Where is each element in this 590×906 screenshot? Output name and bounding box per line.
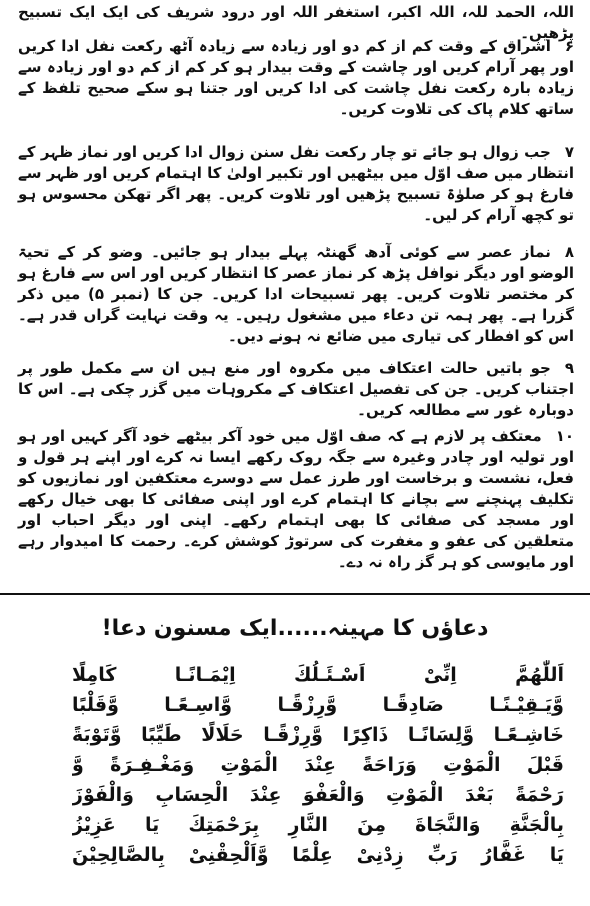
- dua-line: خَاشِـعًـا وَّلِسَانًـا ذَاكِرًا وَّرِزْقًـا حَلَالًا طَیِّبًا وَّتَوْبَةً: [72, 724, 564, 746]
- paragraph-9: [18, 358, 574, 421]
- item-number: ۸: [564, 243, 574, 261]
- item-text: جب زوال ہو جائے تو چار رکعت نفل سنن زوال ادا کریں اور نماز ظہر کے انتظار میں صف اوّل میں بیٹھیں اور تکبیر اولیٰ کا اہتمام کریں اور ظہر سے فارغ ہو کر صلوٰۃ تسبیح پڑھیں اور تلاوت کریں۔ پھر اگر تھکن محسوس ہو تو کچھ آرام کر لیں۔: [18, 143, 574, 224]
- item-number: ۹: [564, 359, 574, 377]
- paragraph-6: [18, 36, 574, 120]
- item-text: نماز عصر سے کوئی آدھ گھنٹہ پہلے بیدار ہو جائیں۔ وضو کر کے تحیۃ الوضو اور دیگر نوافل پڑھ کر نماز عصر کا انتظار کریں اور اس سے فارغ ہو کر مختصر تلاوت کریں۔ پھر تسبیحات ادا کریں۔ جن کا (نمبر ۵) میں ذکر گزرا ہے۔ پھر ہمہ تن دعاء میں مشغول رہیں۔ یہ وقت نہایت گراں قدر ہے۔ اس کو افطار کی تیاری میں ضائع نہ ہونے دیں۔: [18, 243, 574, 345]
- item-text: اشراق کے وقت کم از کم دو اور زیادہ سے زیادہ آٹھ رکعت نفل ادا کریں اور پھر آرام کریں اور چاشت کے وقت بیدار ہو کر کم از کم دو اور زیادہ سے زیادہ بارہ رکعت نفل چاشت کی ادا کریں اور جتنا ہو سکے صحیح تلفظ کے ساتھ کلام پاک کی تلاوت کریں۔: [18, 37, 574, 118]
- dua-line: وَّیَـقِیْـنًـا صَادِقًـا وَّرِزْقًـا وَّاسِـعًـا وَّقَلْبًا: [72, 694, 564, 716]
- dua-text: [72, 660, 564, 870]
- item-number: ۶: [564, 37, 574, 55]
- intro-text: اللہ، الحمد للہ، اللہ اکبر، استغفر اللہ اور درود شریف کی ایک ایک تسبیح پڑھیں۔: [18, 3, 574, 42]
- dua-line: یَا غَفَّارُ رَبِّ زِدْنِیْ عِلْمًا وَّاَلْحِقْنِیْ بِالصَّالِحِیْنَ: [72, 844, 564, 866]
- dua-heading: دعاؤں کا مہینہ......ایک مسنون دعا!: [101, 616, 489, 641]
- dua-line: اَللّٰهُمَّ اِنِّیْ اَسْـئَـلُكَ اِیْمَـانًـا كَامِلًا: [72, 664, 564, 686]
- paragraph-7: [18, 142, 574, 226]
- paragraph-10: [18, 426, 574, 573]
- section-divider: [0, 593, 590, 595]
- paragraph-8: [18, 242, 574, 347]
- item-number: ۱۰: [555, 427, 574, 445]
- dua-line: بِالْجَنَّةِ وَالنَّجَاةَ مِنَ النَّارِ بِرَحْمَتِكَ یَا عَزِیْزُ: [72, 814, 564, 836]
- item-text: جو باتیں حالت اعتکاف میں مکروہ اور منع ہیں ان سے مکمل طور پر اجتناب کریں۔ جن کی تفصیل اعتکاف کے مکروہات میں گزر چکی ہے۔ اس کا دوبارہ غور سے مطالعہ کریں۔: [18, 359, 574, 419]
- dua-line: قَبْلَ الْمَوْتِ وَرَاحَةً عِنْدَ الْمَوْتِ وَمَغْـفِـرَةً وَّ: [72, 754, 564, 776]
- item-number: ۷: [564, 143, 574, 161]
- item-text: معتکف پر لازم ہے کہ صف اوّل میں خود آکر بیٹھے خود آگر کہیں اور ہو اور تولیہ اور چادر وغیرہ سے جگہ روک رکھے ایسا نہ کرے اور اپنے ہر قول و فعل، نشست و برخاست اور طرز عمل سے دوسرے معتکفین اور نمازیوں کو تکلیف پہنچنے سے بچانے کا اہتمام کرے اور اپنی صفائی کا بھی خیال رکھے اور مسجد کی صفائی کا بھی اہتمام رکھے۔ اپنی اور دیگر احباب اور متعلقین کی عفو و مغفرت کی سرتوڑ کوشش کرے۔ رحمت کا امیدوار رہے اور مایوسی کو ہر گز راہ نہ دے۔: [18, 427, 574, 571]
- dua-line: رَحْمَةً بَعْدَ الْمَوْتِ وَالْعَفْوَ عِنْدَ الْحِسَابِ وَالْفَوْزَ: [72, 784, 564, 806]
